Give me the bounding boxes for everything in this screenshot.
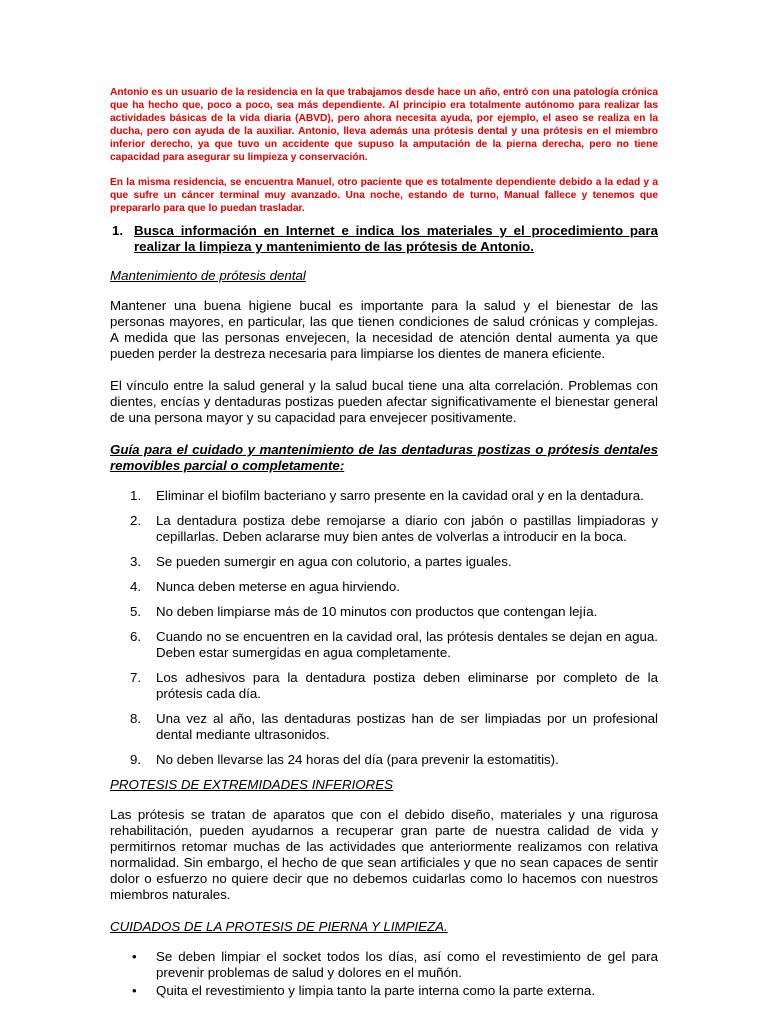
leg-heading: CUIDADOS DE LA PROTESIS DE PIERNA Y LIMPIEZA. [110,918,448,934]
limbs-paragraph: Las prótesis se tratan de aparatos que con el debido diseño, materiales y una rigurosa rehabilitación, pueden ayudarnos a recuperar gran parte de nuestra calidad de vida y permitirnos retomar muchas de las actividades que anteriormente realizamos con relativa normalidad. Sin embargo, el hecho de que sean artificiales y que no sean capaces de sentir dolor o esfuerzo no quiere decir que no debemos cuidarlas como lo hacemos con nuestros miembros naturales. [110,806,658,902]
question-number: 1. [112,222,124,238]
list-item: 4. Nunca deben meterse en agua hirviendo. [130,578,400,594]
leg-care-list [110,949,658,999]
limbs-heading: PROTESIS DE EXTREMIDADES INFERIORES [110,776,393,792]
dental-guide-heading: Guía para el cuidado y mantenimiento de las dentaduras postizas o prótesis dentales removibles parcial o completamente: [110,441,658,473]
list-item: 5. No deben limpiarse más de 10 minutos con productos que contengan lejía. [130,603,598,619]
question-1 [110,223,658,255]
list-item: 3. Se pueden sumergir en agua con colutorio, a partes iguales. [130,553,512,569]
list-item: 8. Una vez al año, las dentaduras postizas han de ser limpiadas por un profesional dental mediante ultrasonidos. [130,710,658,742]
question-text: Busca información en Internet e indica los materiales y el procedimiento para realizar la limpieza y mantenimiento de las prótesis de Antonio. [134,222,658,254]
dental-heading: Mantenimiento de prótesis dental [110,267,306,283]
list-item: 2. La dentadura postiza debe remojarse a diario con jabón o pastillas limpiadoras y cepillarlas. Deben aclararse muy bien antes de volverlas a introducir en la boca. [130,512,658,544]
dental-paragraph-2: El vínculo entre la salud general y la salud bucal tiene una alta correlación. Problemas con dientes, encías y dentaduras postizas pueden afectar significativamente el bienestar general de una persona mayor y su capacidad para envejecer positivamente. [110,377,658,425]
dental-paragraph-1: Mantener una buena higiene bucal es importante para la salud y el bienestar de las personas mayores, en particular, las que tienen condiciones de salud crónicas y complejas. A medida que las personas envejecen, la necesidad de atención dental aumenta ya que pueden perder la destreza necesaria para limpiarse los dientes de manera eficiente. [110,297,658,361]
list-item: • Quita el revestimiento y limpia tanto la parte interna como la parte externa. [110,983,658,999]
list-item: 9. No deben llevarse las 24 horas del día (para prevenir la estomatitis). [130,751,559,767]
list-item: 6. Cuando no se encuentren en la cavidad oral, las prótesis dentales se dejan en agua. Deben estar sumergidas en agua completamente. [130,628,658,660]
case-paragraph-antonio: Antonio es un usuario de la residencia en la que trabajamos desde hace un año, entró con una patología crónica que ha hecho que, poco a poco, sea más dependiente. Al principio era totalmente autónomo para realizar las actividades básicas de la vida diaria (ABVD), pero ahora necesita ayuda, por ejemplo, el aseo se realiza en la ducha, pero con ayuda de la auxiliar. Antonio, lleva además una prótesis dental y una prótesis en el miembro inferior derecho, ya que tuvo un accidente que supuso la amputación de la pierna derecha, pero no tiene capacidad para asegurar su limpieza y conservación. [110,87,658,164]
bullet-icon: • [132,948,137,964]
list-item: 1. Eliminar el biofilm bacteriano y sarro presente en la cavidad oral y en la dentadura. [130,487,644,503]
case-paragraph-manuel: En la misma residencia, se encuentra Manuel, otro paciente que es totalmente dependiente debido a la edad y a que sufre un cáncer terminal muy avanzado. Una noche, estando de turno, Manual fallece y tenemos que prepararlo para que lo puedan trasladar. [110,176,658,214]
dental-care-list [110,488,658,768]
list-item: • Se deben limpiar el socket todos los días, así como el revestimiento de gel para prevenir problemas de salud y dolores en el muñón. [110,949,658,981]
list-item: 7. Los adhesivos para la dentadura postiza deben eliminarse por completo de la prótesis cada día. [130,669,658,701]
bullet-icon: • [132,982,137,998]
